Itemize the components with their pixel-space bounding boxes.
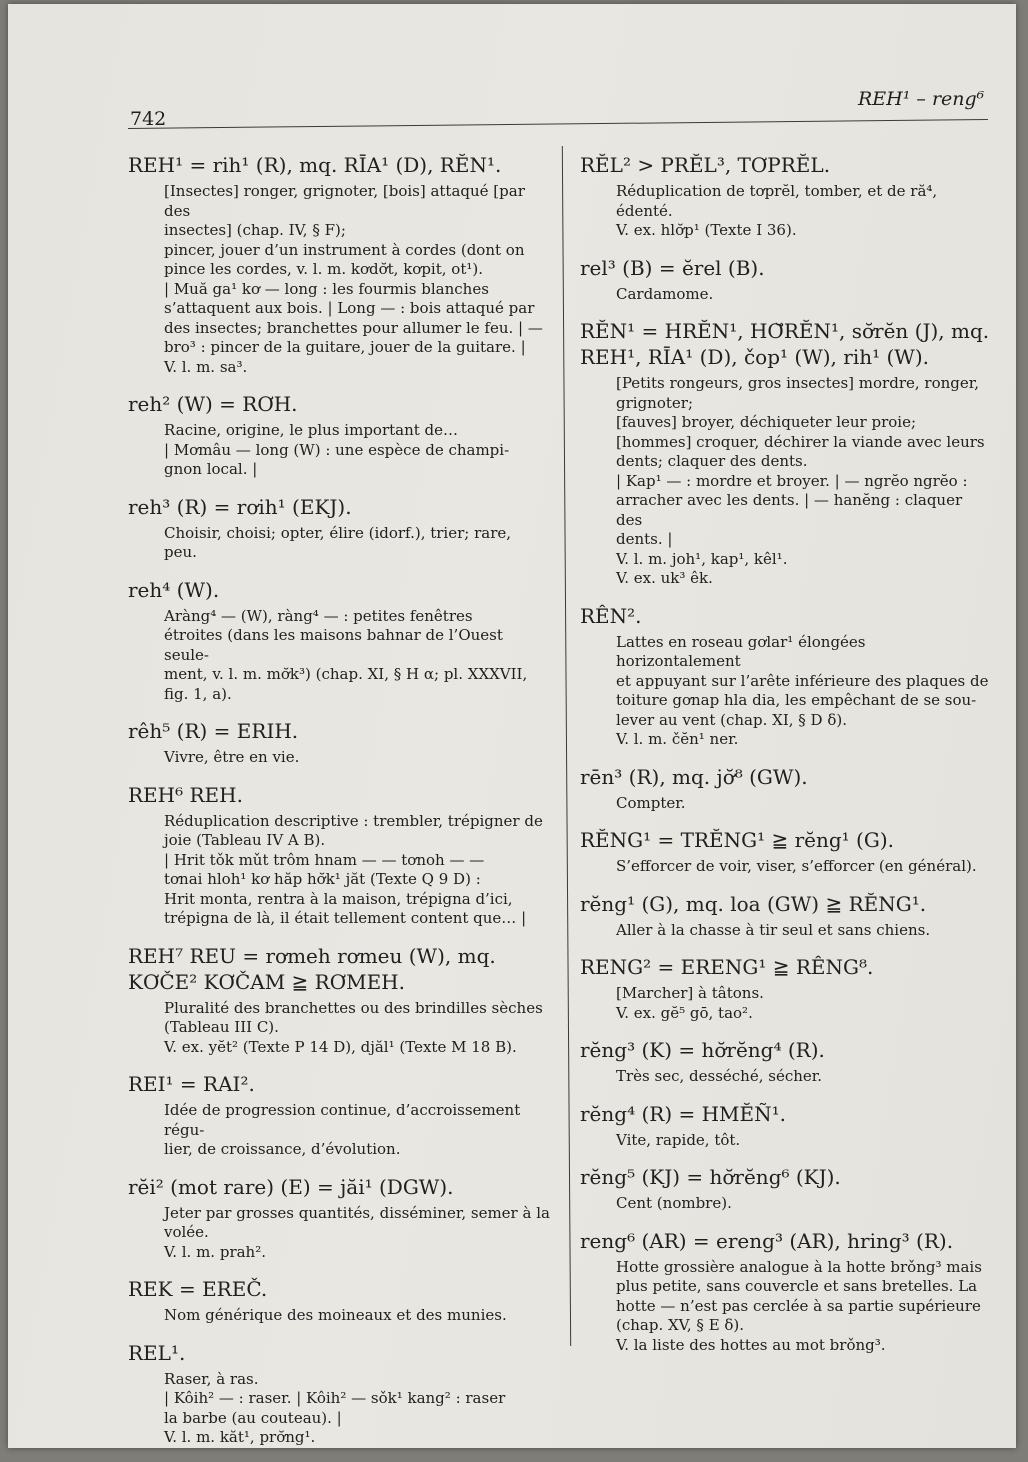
right-column (580, 152, 990, 1369)
dictionary-entry (580, 152, 990, 241)
definition-line: | Hrit tǒk mǔt trôm hnam — — tơnoh — — (164, 850, 485, 869)
definition-line: Hotte grossière analogue à la hotte brǒng³ mais (616, 1257, 982, 1276)
definition-line: [Insectes] ronger, grignoter, [bois] attaqué [par des (164, 182, 525, 220)
entry-definition (580, 1258, 990, 1356)
definition-line: V. ex. gĕ⁵ gō, tao². (616, 1003, 753, 1022)
definition-line: dents; claquer des dents. (616, 452, 808, 470)
definition-line: dents. | (616, 530, 673, 548)
definition-line: V. ex. yĕt² (Texte P 14 D), djăl¹ (Texte M 18 B). (164, 1037, 517, 1056)
definition-line: Réduplication descriptive : trembler, trépigner de (164, 811, 543, 830)
definition-line: Lattes en roseau gơlar¹ élongées horizontalement (616, 632, 866, 670)
entry-headword: rēn³ (R), mq. jơ̆⁸ (GW). (580, 764, 808, 789)
entry-headword: REK = EREČ. (128, 1277, 268, 1301)
entry-headword: RĔL² > PRĔL³, TƠPRĔL. (580, 153, 831, 177)
entry-headword: REI¹ = RAI². (128, 1072, 255, 1096)
definition-line: | Kap¹ — : mordre et broyer. | — ngrĕo ngrĕo : (616, 471, 968, 490)
entry-headword: rĕng¹ (G), mq. loa (GW) ≧ RĔNG¹. (580, 891, 927, 916)
definition-line: volée. (164, 1223, 209, 1241)
definition-line: s’attaquent aux bois. | Long — : bois attaqué par (164, 299, 535, 317)
definition-line: Racine, origine, le plus important de… (164, 421, 459, 439)
definition-line: | Kôih² — : raser. | Kôih² — sǒk¹ kang² : raser (164, 1389, 506, 1407)
entry-definition (128, 1204, 552, 1263)
dictionary-entry (128, 577, 552, 705)
entry-definition (580, 182, 990, 241)
entry-headword: rel³ (B) = ĕrel (B). (580, 255, 765, 280)
dictionary-page (8, 4, 1016, 1448)
entry-definition (128, 748, 552, 768)
definition-line: Pluralité des branchettes ou des brindilles sèches (164, 998, 543, 1017)
entry-definition (128, 812, 552, 929)
entry-definition (580, 1067, 990, 1087)
definition-line: Cardamome. (616, 284, 714, 303)
definition-line: tơnai hloh¹ kơ hăp hơ̆k¹ jăt (Texte Q 9 D) : (164, 870, 481, 888)
definition-line: (Tableau III C). (164, 1018, 279, 1036)
definition-line: arracher avec les dents. | — hanĕng : claquer des (616, 491, 963, 529)
definition-line: V. l. m. prah². (164, 1242, 266, 1261)
definition-line: lier, de croissance, d’évolution. (164, 1140, 401, 1158)
entry-headword: REH⁶ REH. (128, 782, 243, 807)
dictionary-entry (580, 318, 990, 589)
definition-line: Nom générique des moineaux et des munies. (164, 1306, 507, 1324)
definition-line: Aller à la chasse à tir seul et sans chiens. (616, 920, 931, 939)
definition-line: joie (Tableau IV A B). (164, 831, 326, 849)
definition-line: Vite, rapide, tôt. (616, 1130, 741, 1149)
running-head: REH¹ – reng⁶ (858, 88, 985, 110)
entry-headword: RĔN¹ = HRĔN¹, HƠ̆RĔN¹, sơ̆rĕn (J), mq. REH¹, RĪA¹ (D), čop¹ (W), rih¹ (W). (580, 319, 990, 369)
entry-definition (128, 607, 552, 705)
definition-line: Hrit monta, rentra à la maison, trépigna d’ici, (164, 889, 513, 908)
definition-line: Très sec, desséché, sécher. (616, 1067, 823, 1085)
entry-headword: rĕng⁴ (R) = HMĔÑ¹. (580, 1101, 786, 1126)
entry-definition (580, 285, 990, 305)
dictionary-entry (580, 764, 990, 814)
definition-line: plus petite, sans couvercle et sans bretelles. La (616, 1277, 978, 1295)
definition-line: V. ex. hlơ̆p¹ (Texte I 36). (616, 221, 797, 239)
entry-headword: rĕi² (mot rare) (E) = jăi¹ (DGW). (128, 1174, 454, 1199)
dictionary-entry (580, 1037, 990, 1087)
entry-definition (580, 857, 990, 877)
left-column (128, 152, 552, 1462)
definition-line: Aràng⁴ — (W), ràng⁴ — : petites fenêtres (164, 606, 473, 625)
definition-line: lever au vent (chap. XI, § D δ). (616, 710, 847, 729)
dictionary-entry (128, 152, 552, 377)
entry-definition (580, 794, 990, 814)
definition-line: des insectes; branchettes pour allumer le feu. | — (164, 318, 543, 337)
definition-line: [Marcher] à tâtons. (616, 984, 764, 1002)
entry-definition (580, 633, 990, 750)
header-rule (128, 119, 988, 129)
definition-line: ment, v. l. m. mơ̆k³) (chap. XI, § H α; pl. XXXVII, (164, 665, 528, 683)
dictionary-entry (580, 954, 990, 1023)
column-divider (562, 146, 571, 1346)
definition-line: (chap. XV, § E δ). (616, 1316, 745, 1334)
definition-line: Vivre, être en vie. (164, 748, 300, 766)
definition-line: étroites (dans les maisons bahnar de l’Ouest seule- (164, 626, 503, 664)
dictionary-entry (128, 943, 552, 1058)
dictionary-entry (128, 1071, 552, 1160)
dictionary-entry (128, 1276, 552, 1326)
entry-definition (128, 1101, 552, 1160)
entry-headword: reh² (W) = RƠH. (128, 392, 298, 416)
entry-definition (580, 921, 990, 941)
entry-definition (128, 999, 552, 1058)
dictionary-entry (580, 1228, 990, 1356)
definition-line: Jeter par grosses quantités, disséminer, semer à la (164, 1203, 550, 1222)
entry-headword: reh⁴ (W). (128, 577, 220, 602)
entry-headword: reng⁶ (AR) = ereng³ (AR), hring³ (R). (580, 1228, 954, 1253)
definition-line: V. l. m. sa³. (164, 357, 248, 376)
entry-definition (580, 1131, 990, 1151)
dictionary-entry (580, 891, 990, 941)
definition-line: V. ex. uk³ êk. (616, 569, 713, 587)
definition-line: Compter. (616, 793, 686, 812)
definition-line: V. l. m. čĕn¹ ner. (616, 730, 739, 748)
entry-headword: rĕng⁵ (KJ) = hơ̆rĕng⁶ (KJ). (580, 1165, 841, 1189)
definition-line: toiture gơnap hla dia, les empêchant de se sou- (616, 691, 977, 709)
dictionary-entry (580, 255, 990, 305)
definition-line: [fauves] broyer, déchiqueter leur proie; (616, 413, 917, 431)
definition-line: gnon local. | (164, 460, 258, 478)
definition-line: V. l. m. kăt¹, prơ̆ng¹. (164, 1428, 316, 1446)
definition-line: | Muă ga¹ kơ — long : les fourmis blanches (164, 279, 489, 298)
definition-line: Raser, à ras. (164, 1369, 259, 1388)
definition-line: S’efforcer de voir, viser, s’efforcer (en général). (616, 857, 977, 875)
entry-definition (580, 374, 990, 589)
definition-line: peu. (164, 543, 197, 561)
dictionary-entry (128, 1340, 552, 1448)
entry-definition (128, 524, 552, 563)
dictionary-entry (128, 391, 552, 480)
definition-line: pince les cordes, v. l. m. kơdơ̆t, kơpit, ot¹). (164, 260, 483, 278)
definition-line: fig. 1, a). (164, 684, 232, 703)
definition-line: grignoter; (616, 393, 693, 412)
dictionary-entry (128, 718, 552, 768)
definition-line: trépigna de là, il était tellement content que… | (164, 909, 527, 927)
dictionary-entry (128, 782, 552, 929)
definition-line: V. la liste des hottes au mot brǒng³. (616, 1335, 886, 1354)
entry-headword: RÊN². (580, 603, 642, 628)
entry-definition (128, 421, 552, 480)
entry-headword: RENG² = ERENG¹ ≧ RÊNG⁸. (580, 955, 874, 979)
dictionary-entry (580, 1101, 990, 1151)
dictionary-entry (580, 1164, 990, 1214)
entry-headword: rĕng³ (K) = hơ̆rĕng⁴ (R). (580, 1038, 825, 1062)
definition-line: bro³ : pincer de la guitare, jouer de la guitare. | (164, 338, 526, 356)
entry-definition (580, 984, 990, 1023)
definition-line: V. l. m. joh¹, kap¹, kêl¹. (616, 549, 788, 568)
definition-line: et appuyant sur l’arête inférieure des plaques de (616, 671, 989, 690)
entry-headword: REH⁷ REU = rơmeh rơmeu (W), mq. KƠČE² KƠČAM ≧ RƠMEH. (128, 943, 496, 994)
page-number: 742 (130, 108, 167, 130)
entry-definition (128, 182, 552, 377)
dictionary-entry (580, 603, 990, 750)
entry-definition (580, 1194, 990, 1214)
definition-line: insectes] (chap. IV, § F); (164, 221, 346, 239)
dictionary-entry (128, 1174, 552, 1263)
definition-line: Choisir, choisi; opter, élire (idorf.), trier; rare, (164, 523, 512, 542)
entry-headword: REH¹ = rih¹ (R), mq. RĪA¹ (D), RĔN¹. (128, 153, 502, 177)
entry-headword: rêh⁵ (R) = ERIH. (128, 719, 299, 743)
entry-headword: RĔNG¹ = TRĔNG¹ ≧ rĕng¹ (G). (580, 828, 894, 852)
definition-line: la barbe (au couteau). | (164, 1408, 342, 1427)
entry-definition (128, 1306, 552, 1326)
entry-definition (128, 1370, 552, 1448)
definition-line: hotte — n’est pas cerclée à sa partie supérieure (616, 1296, 981, 1315)
entry-headword: reh³ (R) = rơih¹ (EKJ). (128, 494, 352, 519)
definition-line: [hommes] croquer, déchirer la viande avec leurs (616, 432, 985, 451)
entry-headword: REL¹. (128, 1340, 186, 1365)
dictionary-entry (580, 827, 990, 877)
definition-line: [Petits rongeurs, gros insectes] mordre, ronger, (616, 374, 980, 392)
definition-line: Cent (nombre). (616, 1194, 732, 1212)
dictionary-entry (128, 494, 552, 563)
definition-line: | Mơmâu — long (W) : une espèce de champi- (164, 440, 510, 459)
definition-line: Réduplication de tơprĕl, tomber, et de ră⁴, édenté. (616, 182, 938, 220)
definition-line: pincer, jouer d’un instrument à cordes (dont on (164, 240, 525, 259)
definition-line: Idée de progression continue, d’accroissement régu- (164, 1101, 521, 1139)
